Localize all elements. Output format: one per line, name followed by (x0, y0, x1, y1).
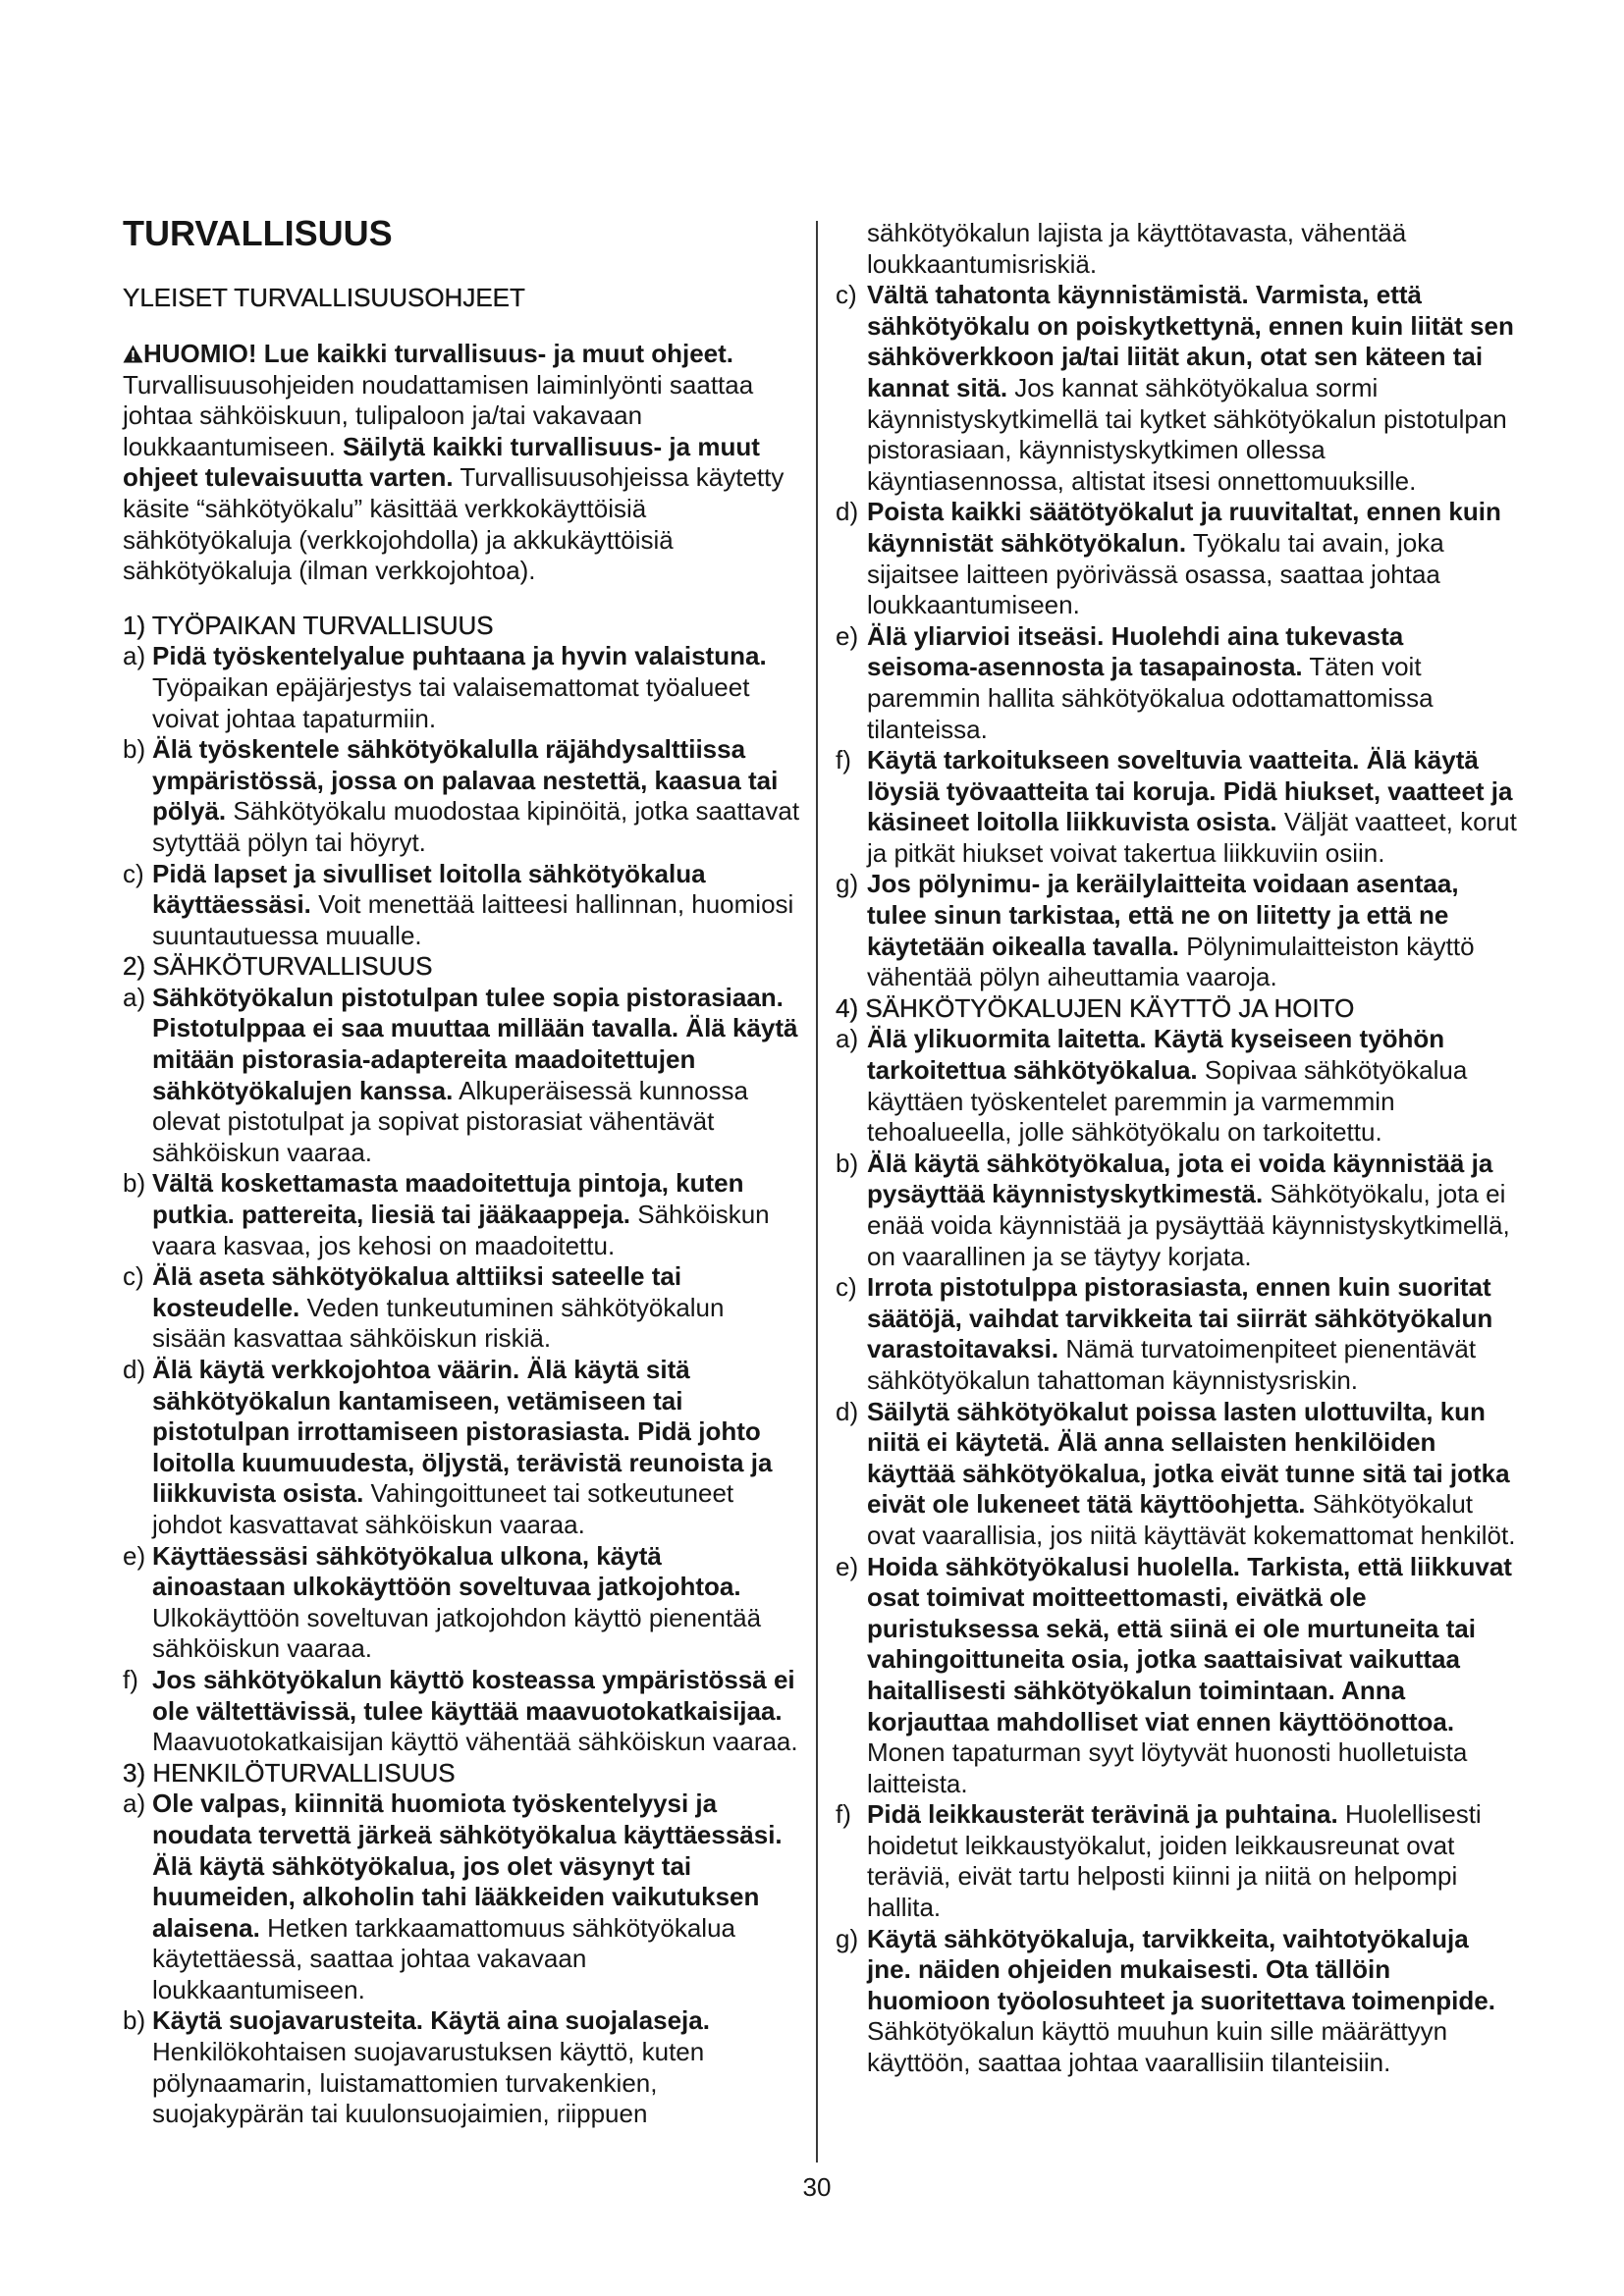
list-item-label: c) (836, 280, 857, 310)
body-text: Veden tunkeutuminen sähkötyökalun sisään kasvattaa sähköiskun riskiä. (152, 1292, 725, 1354)
body-text: Sähkötyökalu, jota ei enää voida käynnistää ja pysäyttää käynnistyskytkimellä, on vaarallinen ja se täytyy korjata. (867, 1179, 1510, 1271)
list-item (836, 1148, 1518, 1272)
right-column (836, 218, 1518, 2079)
bold-text: Sähkötyökalun pistotulpan tulee sopia pistorasiaan. Pistotulppaa ei saa muuttaa millään tavalla. Älä käytä mitään pistorasia-adaptereita maadoitettujen sähkötyökalujen kanssa. (152, 982, 798, 1105)
list-item (836, 1552, 1518, 1800)
list-item-label: b) (123, 2005, 146, 2036)
list-item (123, 734, 800, 858)
page-title: TURVALLISUUS (123, 213, 393, 253)
list-item-label: a) (836, 1024, 859, 1054)
bold-text: Säilytä sähkötyökalut poissa lasten ulottuvilta, kun niitä ei käytetä. Älä anna sellaisten henkilöiden käyttää sähkötyökalua, jotka eivät tunne sitä tai jotka eivät ole lukeneet tätä käyttöohjetta. (867, 1396, 1510, 1520)
list-item-label: c) (836, 1272, 857, 1303)
list-item-label: f) (836, 1799, 851, 1830)
bold-text: Käyttäessäsi sähkötyökalua ulkona, käytä ainoastaan ulkokäyttöön soveltuvaa jatkojohtoa. (152, 1540, 741, 1602)
bold-text: Pidä leikkausterät terävinä ja puhtaina. (867, 1799, 1338, 1830)
bold-text: Älä yliarvioi itseäsi. Huolehdi aina tukevasta seisoma-asennosta ja tasapainosta. (867, 620, 1404, 682)
list-item (123, 1541, 800, 1665)
list-item (123, 1355, 800, 1541)
list-item (123, 1261, 800, 1355)
list-item (836, 621, 1518, 745)
bold-text: Käytä suojavarusteita. Käytä aina suojalaseja. (152, 2005, 710, 2036)
list-item (836, 280, 1518, 497)
list-item (836, 1397, 1518, 1552)
list-item (836, 497, 1518, 620)
body-text: Turvallisuusohjeiden noudattamisen laiminlyönti saattaa johtaa sähköiskuun, tulipaloon ja/tai vakavaan loukkaantumiseen. (123, 369, 754, 461)
body-text: sähkötyökalun lajista ja käyttötavasta, vähentää loukkaantumisriskiä. (867, 218, 1407, 279)
list-item (836, 745, 1518, 869)
body-text: Sähkötyökalu muodostaa kipinöitä, jotka saattavat sytyttää pölyn tai höyryt. (152, 796, 800, 857)
body-text: Nämä turvatoimenpiteet pienentävät sähkötyökalun tahattoman käynnistysriskin. (867, 1334, 1477, 1395)
list-item-label: b) (123, 734, 146, 765)
body-text: Voit menettää laitteesi hallinnan, huomiosi suuntautuessa muualle. (152, 889, 794, 950)
list-item-label: c) (123, 1261, 144, 1292)
body-text: Työpaikan epäjärjestys tai valaisemattomat työalueet voivat johtaa tapaturmiin. (152, 671, 750, 733)
left-column (123, 339, 800, 2130)
list-item (123, 983, 800, 1169)
body-text: Henkilökohtaisen suojavarustuksen käyttö, kuten pölynaamarin, luistamattomien turvakenkien, suojakypärän tai kuulonsuojaimien, riippuen (152, 2037, 705, 2129)
body-text: Sopivaa sähkötyökalua käyttäen työskentelet paremmin ja varmemmin tehoalueella, jolle sähkötyökalu on tarkoitettu. (867, 1055, 1468, 1148)
list-item (123, 1789, 800, 2005)
bold-text: Vältä tahatonta käynnistämistä. Varmista, että sähkötyökalu on poiskytkettynä, ennen kuin liität sen sähköverkkoon ja/tai liität akun, otat sen käteen tai kannat sitä. (867, 280, 1514, 402)
paragraph (123, 339, 800, 587)
bold-text: Älä käytä verkkojohtoa väärin. Älä käytä sitä sähkötyökalun kantamiseen, vetämiseen tai pistotulpan irrottamiseen pistorasiasta. Pidä johto loitolla kuumuudesta, öljystä, terävistä reunoista ja liikkuvista osista. (152, 1355, 773, 1509)
list-item-continuation (836, 218, 1518, 280)
list-item (123, 1168, 800, 1261)
bold-text: Älä käytä sähkötyökalua, jota ei voida käynnistää ja pysäyttää käynnistyskytkimestä. (867, 1148, 1493, 1209)
list-item-label: f) (836, 745, 851, 775)
list-item-label: f) (123, 1664, 138, 1694)
list-item (836, 1924, 1518, 2079)
list-item (836, 869, 1518, 992)
bold-text: Jos pölynimu- ja keräilylaitteita voidaan asentaa, tulee sinun tarkistaa, että ne on liitetty ja että ne käytetään oikealla tavalla. (867, 869, 1459, 961)
list-item (123, 2005, 800, 2129)
body-text: Työkalu tai avain, joka sijaitsee laitteen pyörivässä osassa, saattaa johtaa loukkaantumiseen. (867, 527, 1444, 620)
bold-text: Säilytä kaikki turvallisuus- ja muut ohjeet tulevaisuutta varten. (123, 431, 760, 493)
bold-text: Käytä sähkötyökaluja, tarvikkeita, vaihtotyökaluja jne. näiden ohjeiden mukaisesti. Ota tällöin huomioon työolosuhteet ja suoritettava toimenpide. (867, 1923, 1495, 2015)
list-item (123, 1665, 800, 1758)
warning-icon (123, 345, 143, 363)
bold-text: HUOMIO! Lue kaikki turvallisuus- ja muut ohjeet. (143, 339, 733, 368)
list-item (836, 1024, 1518, 1148)
section-title: YLEISET TURVALLISUUSOHJEET (123, 283, 525, 312)
bold-text: Älä ylikuormita laitetta. Käytä kyseiseen työhön tarkoitettua sähkötyökalua. (867, 1024, 1445, 1086)
list-item-label: a) (123, 982, 146, 1012)
body-text: Sähköiskun vaara kasvaa, jos kehosi on maadoitettu. (152, 1200, 770, 1260)
body-text: Hetken tarkkaamattomuus sähkötyökalua käytettäessä, saattaa johtaa vakavaan loukkaantumiseen. (152, 1912, 735, 2004)
body-text: Ulkokäyttöön soveltuvan jatkojohdon käyttö pienentää sähköiskun vaaraa. (152, 1602, 762, 1664)
bold-text: Vältä koskettamasta maadoitettuja pintoja, kuten putkia. pattereita, liesiä tai jääkaappeja. (152, 1168, 744, 1230)
body-text: Turvallisuusohjeissa käytetty käsite “sähkötyökalu” käsittää verkkokäyttöisiä sähkötyökaluja (verkkojohdolla) ja akkukäyttöisiä sähkötyökaluja (ilman verkkojohtoa). (123, 462, 785, 586)
body-text: Vahingoittuneet tai sotkeutuneet johdot kasvattavat sähköiskun vaaraa. (152, 1478, 734, 1539)
list-item-label: a) (123, 1789, 146, 1819)
body-text: Väljät vaatteet, korut ja pitkät hiukset voivat takertua liikkuviin osiin. (867, 807, 1517, 868)
list-item-label: c) (123, 858, 144, 888)
bold-text: Ole valpas, kiinnitä huomiota työskentelyysi ja noudata tervettä järkeä sähkötyökalua käyttäessäsi. Älä käytä sähkötyökalua, jos olet väsynyt tai huumeiden, alkoholin tahi lääkkeiden vaikutuksen alaisena. (152, 1789, 783, 1943)
bold-text: Pidä lapset ja sivulliset loitolla sähkötyökalua käyttäessäsi. (152, 858, 706, 920)
list-item (836, 1799, 1518, 1923)
body-text: Alkuperäisessä kunnossa olevat pistotulpat ja sopivat pistorasiat vähentävät sähköiskun vaaraa. (152, 1075, 748, 1167)
section-heading: 2) SÄHKÖTURVALLISUUS (123, 951, 433, 982)
list-item (123, 859, 800, 952)
bold-text: Poista kaikki säätötyökalut ja ruuvitaltat, ennen kuin käynnistät sähkötyökalun. (867, 497, 1501, 558)
page-number: 30 (802, 2172, 832, 2202)
bold-text: Käytä tarkoitukseen soveltuvia vaatteita. Älä käytä löysiä työvaatteita tai koruja. Pidä hiukset, vaatteet ja käsineet loitolla liikkuvista osista. (867, 745, 1513, 837)
column-divider (816, 221, 818, 2163)
body-text: Sähkötyökalun käyttö muuhun kuin sille määrättyyn käyttöön, saattaa johtaa vaarallisiin tilanteisiin. (867, 2016, 1448, 2078)
body-text: Maavuotokatkaisijan käyttö vähentää sähköiskun vaaraa. (152, 1727, 798, 1757)
bold-text: Hoida sähkötyökalusi huolella. Tarkista, että liikkuvat osat toimivat moitteettomasti, eivätkä ole puristuksessa sekä, että siinä ei ole murtuneita tai vahingoittuneita osia, jotka saattaisivat vaikuttaa haitallisesti sähkötyökalun toimintaan. Anna korjauttaa mahdolliset viat ennen käyttöönottoa. (867, 1551, 1512, 1736)
list-item-label: e) (123, 1540, 146, 1571)
bold-text: Irrota pistotulppa pistorasiasta, ennen kuin suoritat säätöjä, vaihdat tarvikkeita tai siirrät sähkötyökalun varastoitavaksi. (867, 1272, 1493, 1364)
body-text: Pölynimulaitteiston käyttö vähentää pölyn aiheuttamia vaaroja. (867, 931, 1475, 992)
body-text: Jos kannat sähkötyökalua sormi käynnistyskytkimellä tai kytket sähkötyökalun pistotulpan pistorasiaan, käynnistyskytkimen ollessa käyntiasennossa, altistat itsesi onnettomuuksille. (867, 372, 1507, 496)
body-text: Sähkötyökalut ovat vaarallisia, jos niitä käyttävät kokemattomat henkilöt. (867, 1489, 1516, 1550)
list-item-label: e) (836, 1551, 859, 1581)
section-heading: 3) HENKILÖTURVALLISUUS (123, 1757, 456, 1788)
section-heading: 4) SÄHKÖTYÖKALUJEN KÄYTTÖ JA HOITO (836, 992, 1355, 1023)
bold-text: Älä työskentele sähkötyökalulla räjähdysalttiissa ympäristössä, jossa on palavaa nestettä, kaasua tai pölyä. (152, 734, 779, 827)
bold-text: Älä aseta sähkötyökalua alttiiksi sateelle tai kosteudelle. (152, 1261, 682, 1322)
list-item-label: e) (836, 620, 859, 651)
list-item-label: d) (836, 1396, 859, 1426)
list-item-label: g) (836, 869, 859, 899)
list-item-label: d) (123, 1355, 146, 1384)
list-item-label: d) (836, 497, 859, 527)
list-item-label: b) (123, 1168, 146, 1199)
list-item (836, 1272, 1518, 1396)
body-text: Monen tapaturman syyt löytyvät huonosti huolletuista laitteista. (867, 1737, 1468, 1798)
bold-text: Jos sähkötyökalun käyttö kosteassa ympäristössä ei ole vältettävissä, tulee käyttää maavuotokatkaisijaa. (152, 1664, 795, 1726)
list-item (123, 641, 800, 734)
list-item-label: g) (836, 1923, 859, 1953)
body-text: Huolellisesti hoidetut leikkaustyökalut, joiden leikkausreunat ovat teräviä, eivät tartu helposti kiinni ja niitä on helpompi hallita. (867, 1799, 1482, 1923)
bold-text: Pidä työskentelyalue puhtaana ja hyvin valaistuna. (152, 641, 767, 671)
list-item-label: b) (836, 1148, 859, 1178)
section-heading: 1) TYÖPAIKAN TURVALLISUUS (123, 610, 494, 640)
list-item-label: a) (123, 641, 146, 671)
body-text: Täten voit paremmin hallita sähkötyökalua odottamattomissa tilanteissa. (867, 652, 1434, 744)
